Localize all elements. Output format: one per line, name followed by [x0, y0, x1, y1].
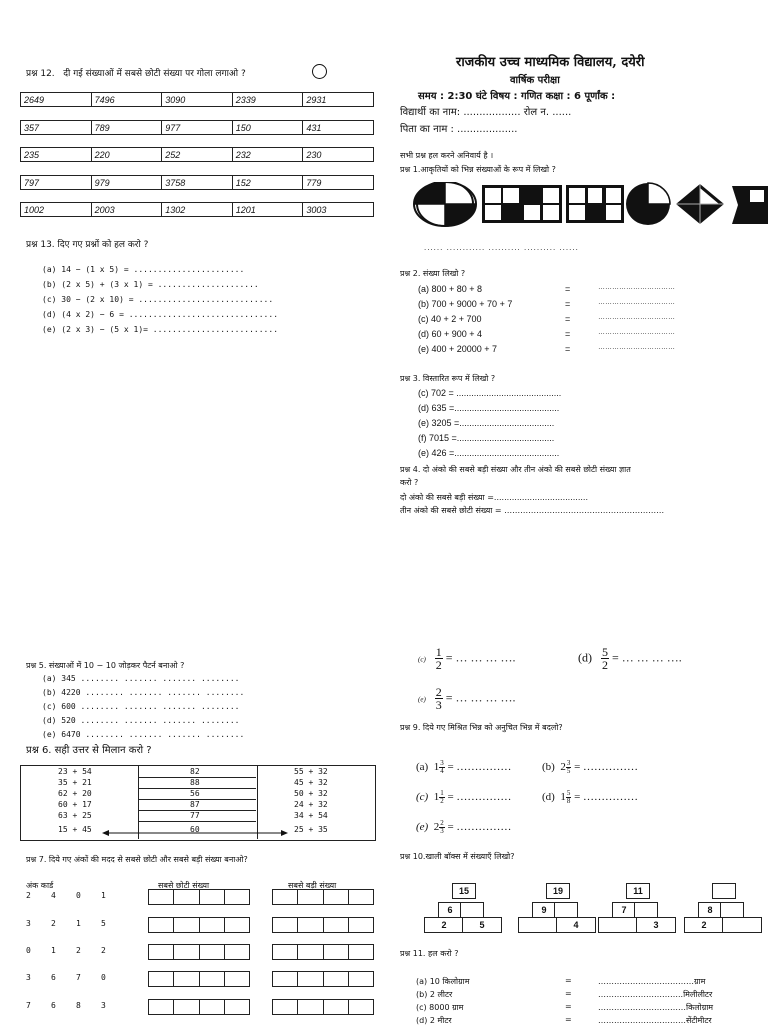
fraction [439, 820, 445, 835]
pyramid-top-box[interactable] [712, 883, 736, 899]
q13-item: (e) (2 x 3) − (5 x 1)= .......................... [42, 325, 279, 334]
match-left[interactable]: 62 + 20 [58, 789, 92, 798]
match-right[interactable]: 24 + 32 [294, 800, 328, 809]
q2-item: (c) 40 + 2 + 700 [418, 314, 482, 324]
q3-item: (c) 702 = .......................................... [418, 388, 562, 398]
q2-item: (a) 800 + 80 + 8 [418, 284, 483, 294]
denominator: 3 [440, 827, 444, 835]
fraction [435, 686, 443, 711]
grid-shape [482, 185, 562, 223]
digit-card: 7 [76, 973, 81, 982]
q9-blank[interactable]: = …………… [447, 791, 512, 804]
pyramid-bottom-box[interactable]: 4 [556, 917, 596, 933]
digit-card: 2 [76, 946, 81, 955]
q3-item: (f) 7015 =....................................... [418, 433, 555, 443]
q12-row-1 [20, 92, 374, 107]
digit-box[interactable] [273, 890, 298, 904]
diamond-shape [676, 184, 724, 224]
q3-item: (e) 3205 =...................................... [418, 418, 555, 428]
cell[interactable]: 3090 [162, 93, 233, 107]
q11-eq: = [565, 1002, 572, 1011]
cell[interactable]: 3003 [303, 203, 374, 217]
cell[interactable]: 797 [21, 176, 92, 190]
digit-box[interactable] [349, 890, 373, 904]
digit-box[interactable] [225, 972, 249, 986]
digit-box[interactable] [273, 1000, 298, 1014]
match-arrow [100, 828, 290, 838]
digit-box[interactable] [200, 1000, 225, 1014]
digit-box[interactable] [225, 890, 249, 904]
match-left[interactable]: 60 + 17 [58, 800, 92, 809]
q2-blank[interactable]: …………………………… [598, 329, 675, 336]
digit-card: 3 [101, 1001, 106, 1010]
fraction [566, 760, 572, 775]
digit-box[interactable] [298, 1000, 323, 1014]
digit-box[interactable] [174, 1000, 199, 1014]
match-right[interactable]: 50 + 32 [294, 789, 328, 798]
largest-number-boxes[interactable] [272, 889, 374, 905]
q9-label: (b) [542, 761, 555, 774]
digit-box[interactable] [174, 918, 199, 932]
q2-eq: = [565, 284, 571, 294]
exam-title: वार्षिक परीक्षा [510, 75, 560, 86]
grid-shape-2 [566, 185, 624, 223]
pie-shape [626, 183, 670, 225]
cell[interactable]: 1201 [232, 203, 303, 217]
pyramid-mid-box[interactable] [460, 902, 484, 918]
q2-blank[interactable]: …………………………… [598, 344, 675, 351]
digit-box[interactable] [298, 945, 323, 959]
digit-box[interactable] [298, 972, 323, 986]
match-left[interactable]: 15 + 45 [58, 825, 92, 834]
q12-label: प्रश्न 12. [26, 69, 55, 79]
q12-row-2 [20, 120, 374, 135]
q2-eq: = [565, 329, 571, 339]
q5-heading: प्रश्न 5. संख्याओं में 10 − 10 जोड़कर पैटर्न बनाओ ? [26, 661, 185, 670]
digit-box[interactable] [324, 918, 349, 932]
q11-answer[interactable]: ………………………………ग्राम [598, 977, 706, 986]
digit-card: 2 [26, 891, 31, 900]
q9-blank[interactable]: = …………… [574, 761, 639, 774]
q11-answer[interactable]: ……………………………किलोग्राम [598, 1003, 714, 1012]
q9-d [542, 790, 638, 805]
q9-blank[interactable]: = …………… [574, 791, 639, 804]
q12-text: दी गई संख्याओं में सबसे छोटी संख्या पर गोला लगाओ ? [63, 69, 246, 79]
cell[interactable]: 232 [232, 148, 303, 162]
whole: 2 [433, 821, 440, 834]
digit-card: 6 [51, 1001, 56, 1010]
circle-shape [414, 182, 476, 226]
q11-item: (a) 10 किलोग्राम [416, 977, 470, 986]
cell[interactable]: 7496 [91, 93, 162, 107]
match-mid[interactable]: 82 [190, 767, 200, 776]
q8-e [418, 686, 516, 711]
numerator: 5 [566, 789, 571, 797]
q3-heading: प्रश्न 3. विस्तारित रूप में लिखो ? [400, 374, 496, 383]
q3-item: (e) 426 =.......................................... [418, 448, 560, 458]
q11-answer[interactable]: …………………………..मिलीलीटर [598, 990, 713, 999]
digit-box[interactable] [324, 890, 349, 904]
pyramid-mid-box[interactable] [720, 902, 744, 918]
denominator: 8 [566, 797, 571, 805]
fraction [439, 790, 445, 805]
pyramid-top-box[interactable]: 11 [626, 883, 650, 899]
digit-card: 7 [26, 1001, 31, 1010]
q2-eq: = [565, 299, 571, 309]
q13-item: (a) 14 − (1 x 5) = ....................... [42, 265, 245, 274]
fraction [435, 646, 443, 671]
cell[interactable]: 779 [303, 176, 374, 190]
q9-label: (c) [416, 791, 429, 804]
match-right[interactable]: 34 + 54 [294, 811, 328, 820]
q7-heading: प्रश्न 7. दिये गए अंकों की मदद से सबसे छोटी और सबसे बड़ी संख्या बनाओ? [26, 855, 248, 864]
q8-d [578, 646, 682, 671]
q4-line: तीन अंको की सबसे छोटी संख्या = …………………………………………………… [400, 506, 665, 515]
q7-col-cards: अंक कार्ड [26, 881, 54, 890]
digit-box[interactable] [324, 1000, 349, 1014]
q3-item: (d) 635 =.......................................... [418, 403, 560, 413]
q8-blank[interactable]: = … … … …. [612, 650, 682, 665]
q9-a [416, 760, 511, 775]
pyramid-mid-box[interactable]: 8 [698, 902, 722, 918]
q2-blank[interactable]: …………………………… [598, 284, 675, 291]
cell[interactable]: 979 [91, 176, 162, 190]
smallest-number-boxes[interactable] [148, 999, 250, 1015]
cell[interactable]: 357 [21, 121, 92, 135]
digit-box[interactable] [200, 890, 225, 904]
q2-eq: = [565, 314, 571, 324]
digit-box[interactable] [174, 945, 199, 959]
q8-blank[interactable]: = … … … …. [445, 690, 516, 705]
fraction [439, 760, 445, 775]
digit-box[interactable] [273, 972, 298, 986]
cell[interactable]: 3758 [162, 176, 233, 190]
largest-number-boxes[interactable] [272, 917, 374, 933]
cell[interactable]: 977 [162, 121, 233, 135]
digit-card: 3 [26, 919, 31, 928]
q5-item: (c) 600 ........ ....... ....... ........ [42, 702, 240, 711]
cell[interactable]: 230 [303, 148, 374, 162]
q11-item: (b) 2 लीटर [416, 990, 453, 999]
digit-box[interactable] [273, 918, 298, 932]
q4-heading: प्रश्न 4. दो अंको की सबसे बड़ी संख्या और तीन अंको की सबसे छोटी संख्या ज्ञात [400, 465, 631, 474]
numerator: 2 [435, 685, 442, 699]
denominator: 2 [602, 658, 608, 672]
q9-label: (a) [416, 761, 429, 774]
digit-box[interactable] [200, 945, 225, 959]
divider [138, 821, 256, 822]
pyramid-bottom-box[interactable]: 2 [424, 917, 464, 933]
digit-box[interactable] [149, 918, 174, 932]
numerator: 2 [440, 819, 444, 827]
pyramid-bottom-box[interactable] [598, 917, 638, 933]
pyramid-bottom-box[interactable]: 5 [462, 917, 502, 933]
fraction-shapes [412, 182, 768, 228]
cell[interactable]: 2339 [232, 93, 303, 107]
digit-card: 0 [76, 891, 81, 900]
denominator: 2 [440, 797, 444, 805]
q1-heading: प्रश्न 1.आकृतियों को भिन्न संख्याओं के रूप में लिखो ? [400, 165, 556, 174]
pyramid-top-box[interactable]: 15 [452, 883, 476, 899]
match-mid[interactable]: 60 [190, 825, 200, 834]
q11-item: (c) 8000 ग्राम [416, 1003, 464, 1012]
trapezoid-shape [732, 186, 768, 224]
denominator: 2 [435, 658, 442, 672]
numerator: 1 [435, 645, 442, 659]
match-right[interactable]: 25 + 35 [294, 825, 328, 834]
q9-blank[interactable]: = …………… [447, 821, 512, 834]
q11-eq: = [565, 976, 572, 985]
q9-c [416, 790, 511, 805]
q4-line: दो अंको की सबसे बड़ी संख्या =..................................... [400, 493, 589, 502]
match-right[interactable]: 45 + 32 [294, 778, 328, 787]
denominator: 3 [435, 698, 442, 712]
digit-card: 4 [51, 891, 56, 900]
numerator: 3 [566, 759, 571, 767]
largest-number-boxes[interactable] [272, 944, 374, 960]
match-mid[interactable]: 77 [190, 811, 200, 820]
q7-col-largest: सबसे बड़ी संख्या [288, 881, 337, 890]
q5-item: (d) 520 ........ ....... ....... ........ [42, 716, 240, 725]
largest-number-boxes[interactable] [272, 999, 374, 1015]
q11-item: (d) 2 मीटर [416, 1016, 452, 1025]
digit-box[interactable] [225, 918, 249, 932]
q12-heading [26, 66, 246, 79]
digit-box[interactable] [298, 918, 323, 932]
q13-item: (b) (2 x 5) + (3 x 1) = ..................... [42, 280, 259, 289]
match-mid[interactable]: 56 [190, 789, 200, 798]
q2-heading: प्रश्न 2. संख्या लिखो ? [400, 269, 466, 278]
q2-item: (d) 60 + 900 + 4 [418, 329, 483, 339]
q12-row-5 [20, 202, 374, 217]
digit-card: 8 [76, 1001, 81, 1010]
digit-box[interactable] [349, 1000, 373, 1014]
numerator: 1 [440, 789, 444, 797]
whole: 1 [433, 761, 440, 774]
digit-box[interactable] [149, 945, 174, 959]
q2-blank[interactable]: …………………………… [598, 314, 675, 321]
smallest-number-boxes[interactable] [148, 971, 250, 987]
q2-blank[interactable]: …………………………… [598, 299, 675, 306]
q13-item: (d) (4 x 2) − 6 = ............................... [42, 310, 279, 319]
digit-box[interactable] [200, 972, 225, 986]
q8-c-label: (c) [418, 655, 426, 664]
digit-card: 0 [101, 973, 106, 982]
q5-item: (e) 6470 ........ ....... ....... ........ [42, 730, 245, 739]
pyramid-mid-box[interactable] [554, 902, 578, 918]
q6-heading: प्रश्न 6. सही उत्तर से मिलान करो ? [26, 745, 152, 756]
q9-label: (e) [416, 821, 429, 834]
q9-heading: प्रश्न 9. दिये गए मिश्रित भिन्न को अनुचित भिन्न में बदलो? [400, 723, 563, 732]
pyramid-bottom-box[interactable]: 2 [684, 917, 724, 933]
smallest-number-boxes[interactable] [148, 889, 250, 905]
match-right[interactable]: 55 + 32 [294, 767, 328, 776]
q9-b [542, 760, 638, 775]
cell[interactable]: 220 [91, 148, 162, 162]
q7-col-smallest: सबसे छोटी संख्या [158, 881, 210, 890]
match-mid[interactable]: 88 [190, 778, 200, 787]
whole: 1 [433, 791, 440, 804]
digit-box[interactable] [149, 972, 174, 986]
match-left[interactable]: 35 + 21 [58, 778, 92, 787]
circle-icon [312, 64, 327, 79]
largest-number-boxes[interactable] [272, 971, 374, 987]
digit-box[interactable] [349, 972, 373, 986]
cell[interactable]: 150 [232, 121, 303, 135]
cell[interactable]: 789 [91, 121, 162, 135]
q1-blanks: ...... ............ .......... .......... ...... [424, 244, 579, 252]
pyramid-mid-box[interactable]: 7 [612, 902, 636, 918]
q11-heading: प्रश्न 11. हल करो ? [400, 949, 459, 958]
fraction [601, 646, 609, 671]
match-left[interactable]: 63 + 25 [58, 811, 92, 820]
q8-c [418, 646, 516, 671]
digit-box[interactable] [174, 890, 199, 904]
whole: 1 [560, 791, 566, 804]
exam-meta: समय : 2:30 घंटे विषय : गणित कक्षा : 6 पूर्णांक : [418, 91, 616, 102]
denominator: 5 [566, 767, 571, 775]
q2-item: (e) 400 + 20000 + 7 [418, 344, 498, 354]
numerator: 3 [440, 759, 444, 767]
digit-card: 2 [51, 919, 56, 928]
numerator: 5 [602, 645, 608, 659]
digit-card: 3 [26, 973, 31, 982]
father-name-line: पिता का नाम : ................... [400, 124, 518, 135]
digit-box[interactable] [349, 945, 373, 959]
q13-item: (c) 30 − (2 x 10) = ............................ [42, 295, 274, 304]
q11-eq: = [565, 1015, 572, 1024]
digit-box[interactable] [349, 918, 373, 932]
q5-item: (a) 345 ........ ....... ....... ........ [42, 674, 240, 683]
pyramid-bottom-box[interactable]: 3 [636, 917, 676, 933]
q8-e-label: (e) [418, 695, 426, 704]
cell[interactable]: 252 [162, 148, 233, 162]
digit-box[interactable] [225, 945, 249, 959]
q10-heading: प्रश्न 10.खाली बॉक्स में संख्याएँ लिखो? [400, 852, 515, 861]
q11-answer[interactable]: ……………………………सेंटीमीटर [598, 1016, 712, 1025]
q9-e [416, 820, 511, 835]
school-title: राजकीय उच्च माध्यमिक विद्यालय, दयेरी [456, 55, 645, 70]
cell[interactable]: 1002 [21, 203, 92, 217]
q5-item: (b) 4220 ........ ....... ....... ........ [42, 688, 245, 697]
digit-box[interactable] [174, 972, 199, 986]
q13-heading: प्रश्न 13. दिए गए प्रश्नों को हल करो ? [26, 240, 149, 250]
q2-item: (b) 700 + 9000 + 70 + 7 [418, 299, 513, 309]
match-left[interactable]: 23 + 54 [58, 767, 92, 776]
smallest-number-boxes[interactable] [148, 917, 250, 933]
digit-card: 2 [101, 946, 106, 955]
q12-row-4 [20, 175, 374, 190]
digit-box[interactable] [200, 918, 225, 932]
q11-eq: = [565, 989, 572, 998]
pyramid-mid-box[interactable]: 6 [438, 902, 462, 918]
q12-row-3 [20, 147, 374, 162]
cell[interactable]: 2931 [303, 93, 374, 107]
digit-box[interactable] [149, 1000, 174, 1014]
pyramid-mid-box[interactable] [634, 902, 658, 918]
digit-card: 0 [26, 946, 31, 955]
instructions: सभी प्रश्न हल करने अनिवार्य है । [400, 151, 494, 160]
pyramid-mid-box[interactable]: 9 [532, 902, 556, 918]
pyramid-top-box[interactable]: 19 [546, 883, 570, 899]
q9-label: (d) [542, 791, 555, 804]
cell[interactable]: 431 [303, 121, 374, 135]
digit-box[interactable] [324, 972, 349, 986]
cell[interactable]: 1302 [162, 203, 233, 217]
digit-card: 6 [51, 973, 56, 982]
pyramid-bottom-box[interactable] [722, 917, 762, 933]
pyramid-bottom-box[interactable] [518, 917, 558, 933]
q8-blank[interactable]: = … … … …. [445, 650, 516, 665]
digit-box[interactable] [225, 1000, 249, 1014]
digit-card: 5 [101, 919, 106, 928]
student-name-line: विद्यार्थी का नाम: .................. रोल न. ...... [400, 107, 572, 118]
digit-box[interactable] [273, 945, 298, 959]
digit-card: 1 [76, 919, 81, 928]
digit-card: 1 [101, 891, 106, 900]
digit-card: 1 [51, 946, 56, 955]
digit-box[interactable] [324, 945, 349, 959]
match-mid[interactable]: 87 [190, 800, 200, 809]
whole: 2 [560, 761, 566, 774]
q2-eq: = [565, 344, 571, 354]
cell[interactable]: 2649 [21, 93, 92, 107]
smallest-number-boxes[interactable] [148, 944, 250, 960]
q8-d-label: (d) [578, 650, 592, 665]
cell[interactable]: 2003 [91, 203, 162, 217]
q4-heading-cont: करो ? [400, 478, 419, 487]
cell[interactable]: 152 [232, 176, 303, 190]
fraction [566, 790, 572, 805]
digit-box[interactable] [298, 890, 323, 904]
cell[interactable]: 235 [21, 148, 92, 162]
denominator: 4 [440, 767, 444, 775]
digit-box[interactable] [149, 890, 174, 904]
q9-blank[interactable]: = …………… [447, 761, 512, 774]
